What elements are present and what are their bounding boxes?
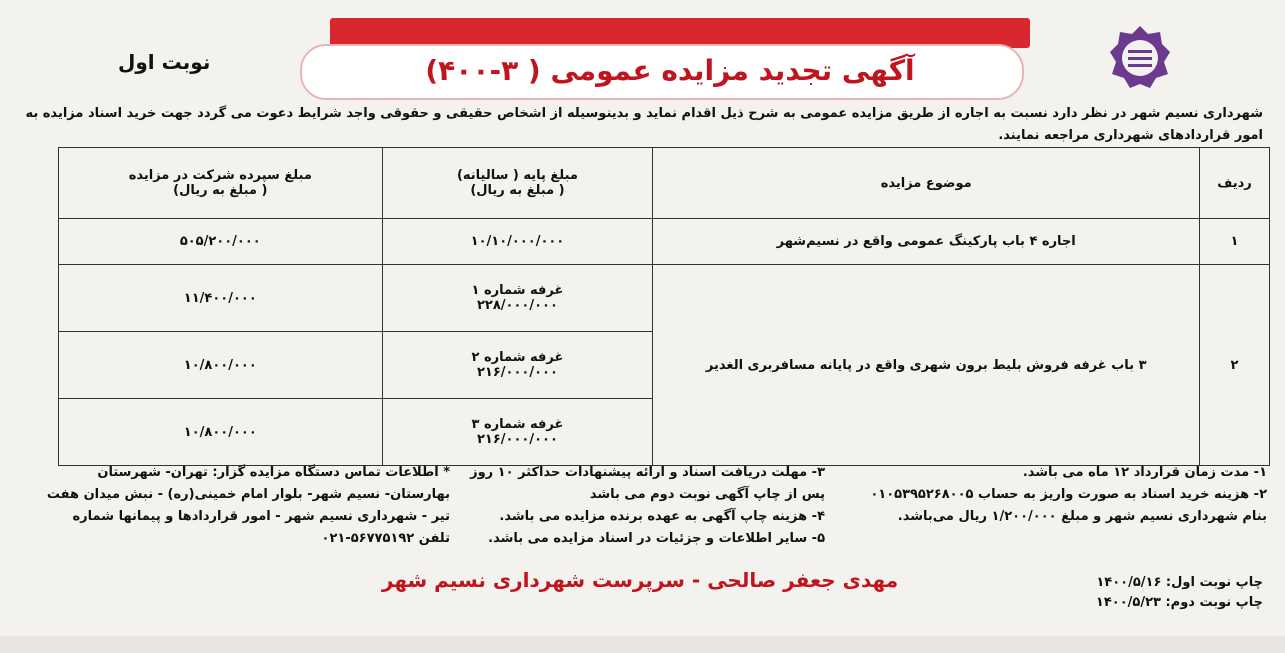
header-deposit-line2: ( مبلغ به ریال)	[173, 183, 268, 198]
header-base-price	[382, 148, 653, 219]
row-deposit: ۱۰/۸۰۰/۰۰۰	[59, 399, 383, 466]
header-base-line2: ( مبلغ به ریال)	[470, 183, 565, 198]
header-deposit-line1: مبلغ سپرده شرکت در مزایده	[128, 168, 312, 183]
row-number: ۱	[1200, 219, 1270, 265]
row-subject: ۳ باب غرفه فروش بلیط برون شهری واقع در پایانه مسافربری الغدیر	[653, 265, 1200, 466]
contact-info: * اطلاعات تماس دستگاه مزایده گزار: تهران- شهرستان بهارستان- نسیم شهر- بلوار امام خمینی(ره) - نبش میدان هفت تیر - شهرداری نسیم شهر - امور قراردادها و پیمانها شماره تلفن ۵۶۷۷۵۱۹۲-۰۲۱	[46, 465, 450, 546]
table-row	[59, 265, 1270, 332]
note-5: ۵- سایر اطلاعات و جزئیات در اسناد مزایده می باشد.	[488, 531, 825, 546]
auction-table	[58, 147, 1270, 466]
header-deposit	[59, 148, 383, 219]
booth-name: غرفه شماره ۳	[471, 417, 564, 432]
note-1: ۱- مدت زمان قرارداد ۱۲ ماه می باشد.	[1022, 465, 1267, 480]
row-base-price: ۱۰/۱۰/۰۰۰/۰۰۰	[382, 219, 653, 265]
booth-base: ۲۲۸/۰۰۰/۰۰۰	[477, 298, 558, 313]
edition-label: نوبت اول	[118, 50, 211, 74]
header-subject: موضوع مزایده	[653, 148, 1200, 219]
notes-middle	[455, 462, 825, 550]
intro-paragraph: شهرداری نسیم شهر در نظر دارد نسبت به اجاره از طریق مزایده عمومی به شرح ذیل اقدام نماید و بدینوسیله از اشخاص حقیقی و حقوقی واجد شرایط دعوت می گردد جهت خرید اسناد مزایده به امور قراردادهای شهرداری مراجعه نمایند.	[25, 106, 1263, 143]
first-print-date: چاپ نوبت اول: ۱۴۰۰/۵/۱۶	[1096, 575, 1263, 590]
header-base-line1: مبلغ پایه ( سالیانه)	[456, 168, 578, 183]
note-2: ۲- هزینه خرید اسناد به صورت واریز به حساب ۰۱۰۵۳۹۵۲۶۸۰۰۵ بنام شهرداری نسیم شهر و مبلغ ۱/۲۰۰/۰۰۰ ریال می‌باشد.	[870, 487, 1267, 524]
row-base-price	[382, 265, 653, 332]
booth-name: غرفه شماره ۲	[471, 350, 564, 365]
booth-base: ۲۱۶/۰۰۰/۰۰۰	[477, 432, 558, 447]
print-dates	[1096, 573, 1263, 613]
signature: مهدی جعفر صالحی - سرپرست شهرداری نسیم شهر	[381, 568, 899, 592]
row-base-price	[382, 332, 653, 399]
notice-title: آگهی تجدید مزایده عمومی ( ۳-۴۰۰)	[425, 54, 915, 87]
row-subject: اجاره ۴ باب پارکینگ عمومی واقع در نسیم‌شهر	[653, 219, 1200, 265]
note-3: ۳- مهلت دریافت اسناد و ارائه پیشنهادات حداکثر ۱۰ روز پس از چاپ آگهی نوبت دوم می باشد	[470, 465, 825, 502]
notes-right	[847, 462, 1267, 528]
municipality-logo-icon	[1108, 24, 1172, 92]
booth-name: غرفه شماره ۱	[471, 283, 564, 298]
header-row-number: ردیف	[1200, 148, 1270, 219]
second-print-date: چاپ نوبت دوم: ۱۴۰۰/۵/۲۳	[1095, 595, 1263, 610]
bottom-edge	[0, 636, 1285, 653]
row-number: ۲	[1200, 265, 1270, 466]
row-deposit: ۱۰/۸۰۰/۰۰۰	[59, 332, 383, 399]
table-row	[59, 219, 1270, 265]
note-4: ۴- هزینه چاپ آگهی به عهده برنده مزایده می باشد.	[499, 509, 825, 524]
table-header-row	[59, 148, 1270, 219]
row-deposit: ۱۱/۴۰۰/۰۰۰	[59, 265, 383, 332]
booth-base: ۲۱۶/۰۰۰/۰۰۰	[477, 365, 558, 380]
row-base-price	[382, 399, 653, 466]
row-deposit: ۵۰۵/۲۰۰/۰۰۰	[59, 219, 383, 265]
